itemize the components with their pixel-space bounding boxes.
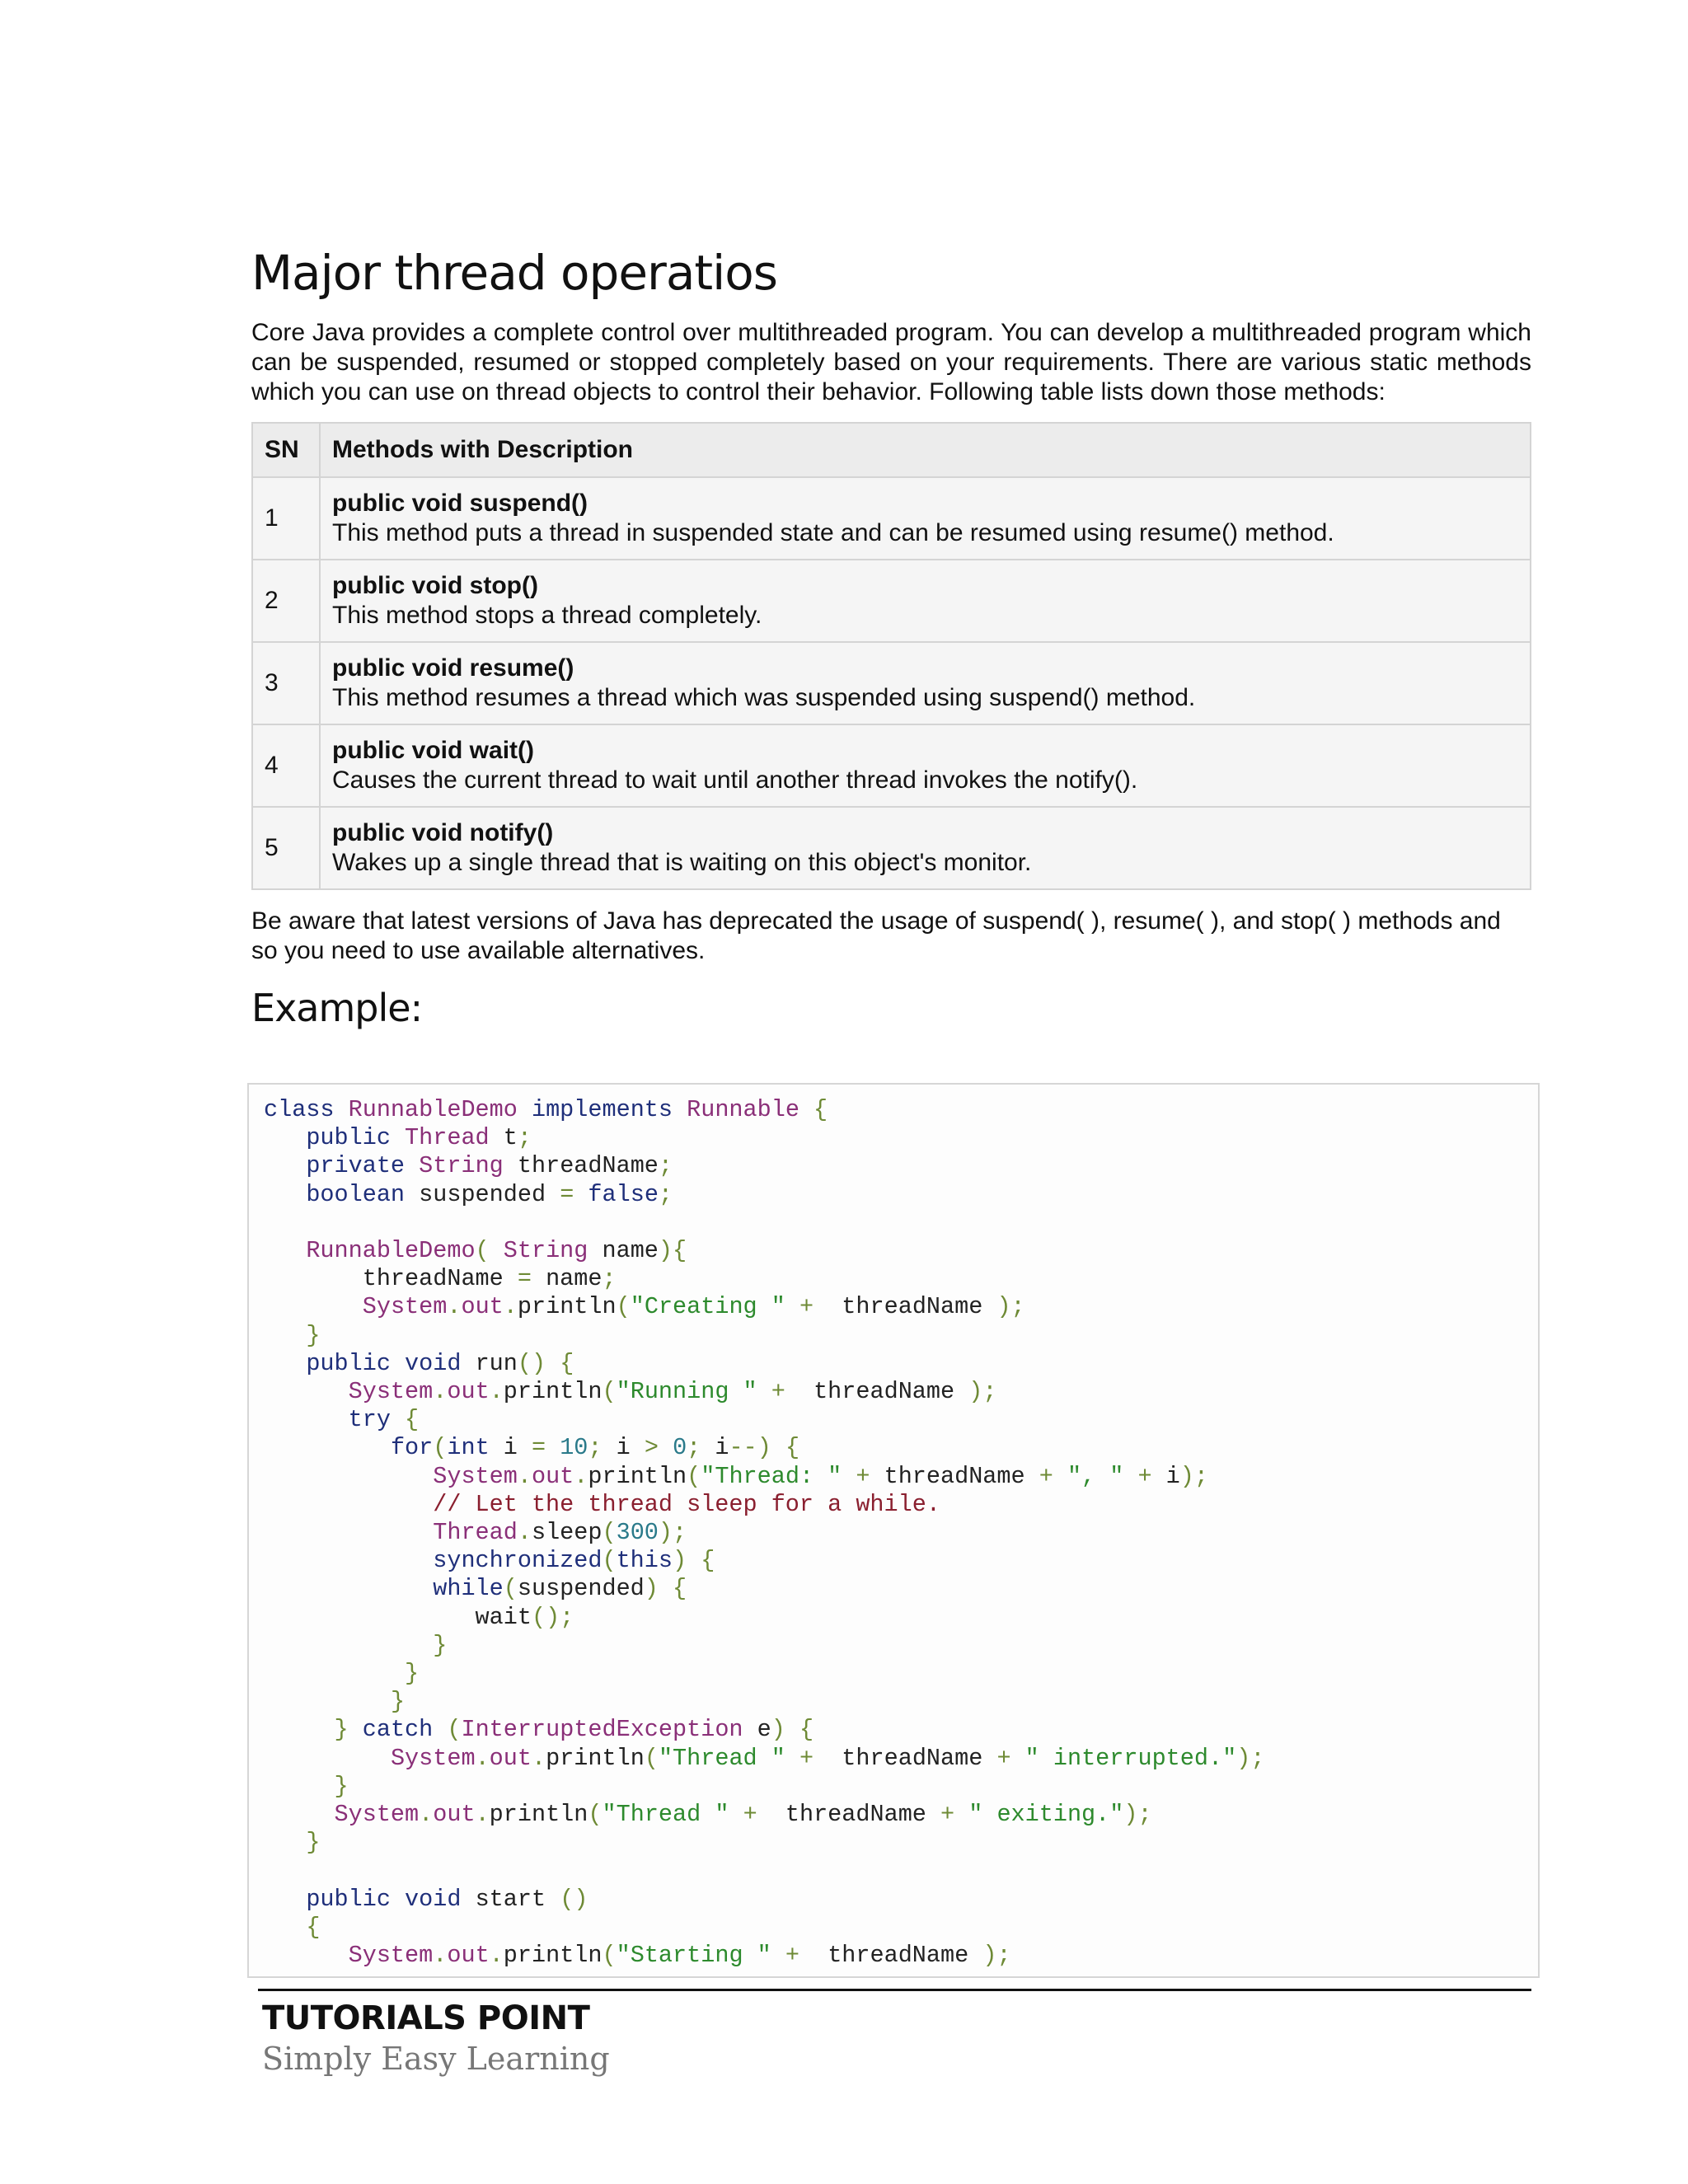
row-sn: 1 (252, 477, 320, 560)
code-line: synchronized(this) { (433, 1547, 715, 1575)
code-line: wait(); (264, 1603, 574, 1631)
code-line: public void start () (306, 1885, 588, 1913)
row-method-cell (320, 642, 1531, 724)
code-line: System.out.println("Thread: " + threadName + ", " + i); (433, 1462, 1209, 1490)
method-name: public void notify() (332, 818, 554, 846)
code-line: System.out.println("Thread " + threadName + " interrupted."); (390, 1744, 1265, 1772)
code-line: class RunnableDemo implements Runnable { (264, 1096, 828, 1123)
code-line: } (306, 1321, 321, 1349)
code-line: boolean suspended = false; (306, 1180, 673, 1208)
footer-tagline: Simply Easy Learning (262, 2041, 610, 2077)
code-line: } (334, 1772, 349, 1800)
table-row (252, 724, 1531, 807)
code-line: } (390, 1688, 406, 1716)
method-name: public void resume() (332, 654, 574, 682)
header-methods: Methods with Description (320, 423, 1531, 477)
method-description: This method puts a thread in suspended state and can be resumed using resume() method. (332, 518, 1334, 546)
code-line: { (306, 1913, 321, 1941)
table-row (252, 560, 1531, 642)
code-line: } (405, 1660, 420, 1688)
document-page (251, 247, 1531, 1030)
code-line: try { (348, 1406, 420, 1434)
method-description: This method stops a thread completely. (332, 601, 762, 629)
code-line: } catch (InterruptedException e) { (334, 1716, 814, 1744)
method-description: Wakes up a single thread that is waiting on this object's monitor. (332, 848, 1032, 876)
code-line: threadName = name; (264, 1265, 617, 1293)
code-listing (249, 1085, 1538, 1970)
code-line: System.out.println("Thread " + threadName + " exiting."); (334, 1801, 1152, 1829)
code-line: private String threadName; (306, 1152, 673, 1180)
row-method-cell (320, 724, 1531, 807)
code-line: System.out.println("Running " + threadName ); (348, 1378, 997, 1406)
row-sn: 5 (252, 807, 320, 889)
table-row (252, 642, 1531, 724)
code-line: Thread.sleep(300); (433, 1519, 687, 1547)
table-header-row (252, 423, 1531, 477)
code-line: System.out.println("Creating " + threadName ); (362, 1293, 1025, 1321)
row-sn: 4 (252, 724, 320, 807)
code-line: System.out.println("Starting " + threadName ); (348, 1942, 1011, 1970)
row-method-cell (320, 560, 1531, 642)
method-name: public void wait() (332, 736, 534, 764)
row-sn: 3 (252, 642, 320, 724)
code-block (247, 1083, 1540, 1978)
page-title: Major thread operatios (251, 245, 777, 301)
footer-brand: TUTORIALS POINT (262, 1999, 590, 2037)
example-heading: Example: (251, 985, 423, 1030)
code-line: // Let the thread sleep for a while. (433, 1490, 940, 1518)
row-method-cell (320, 477, 1531, 560)
method-name: public void suspend() (332, 489, 588, 517)
method-name: public void stop() (332, 571, 538, 599)
code-line: RunnableDemo( String name){ (306, 1237, 687, 1265)
table-row (252, 477, 1531, 560)
method-description: Causes the current thread to wait until another thread invokes the notify(). (332, 766, 1138, 794)
code-line: public void run() { (306, 1349, 574, 1377)
code-line: } (433, 1631, 448, 1659)
methods-table (251, 422, 1531, 890)
code-line: public Thread t; (306, 1124, 532, 1152)
table-row (252, 807, 1531, 889)
deprecation-note: Be aware that latest versions of Java has deprecated the usage of suspend( ), resume( ), and stop( ) methods and so you need to use available alternatives. (251, 907, 1501, 964)
row-method-cell (320, 807, 1531, 889)
method-description: This method resumes a thread which was suspended using suspend() method. (332, 683, 1196, 711)
row-sn: 2 (252, 560, 320, 642)
footer-divider (258, 1989, 1531, 1991)
code-line: for(int i = 10; i > 0; i--) { (390, 1434, 800, 1462)
intro-paragraph: Core Java provides a complete control over multithreaded program. You can develop a multithreaded program which can be suspended, resumed or stopped completely based on your requirements. There are various static methods which you can use on thread objects to control their behavior. Following table lists down those methods: (251, 318, 1531, 405)
code-line: while(suspended) { (433, 1575, 687, 1603)
header-sn: SN (252, 423, 320, 477)
code-line: } (306, 1829, 321, 1857)
